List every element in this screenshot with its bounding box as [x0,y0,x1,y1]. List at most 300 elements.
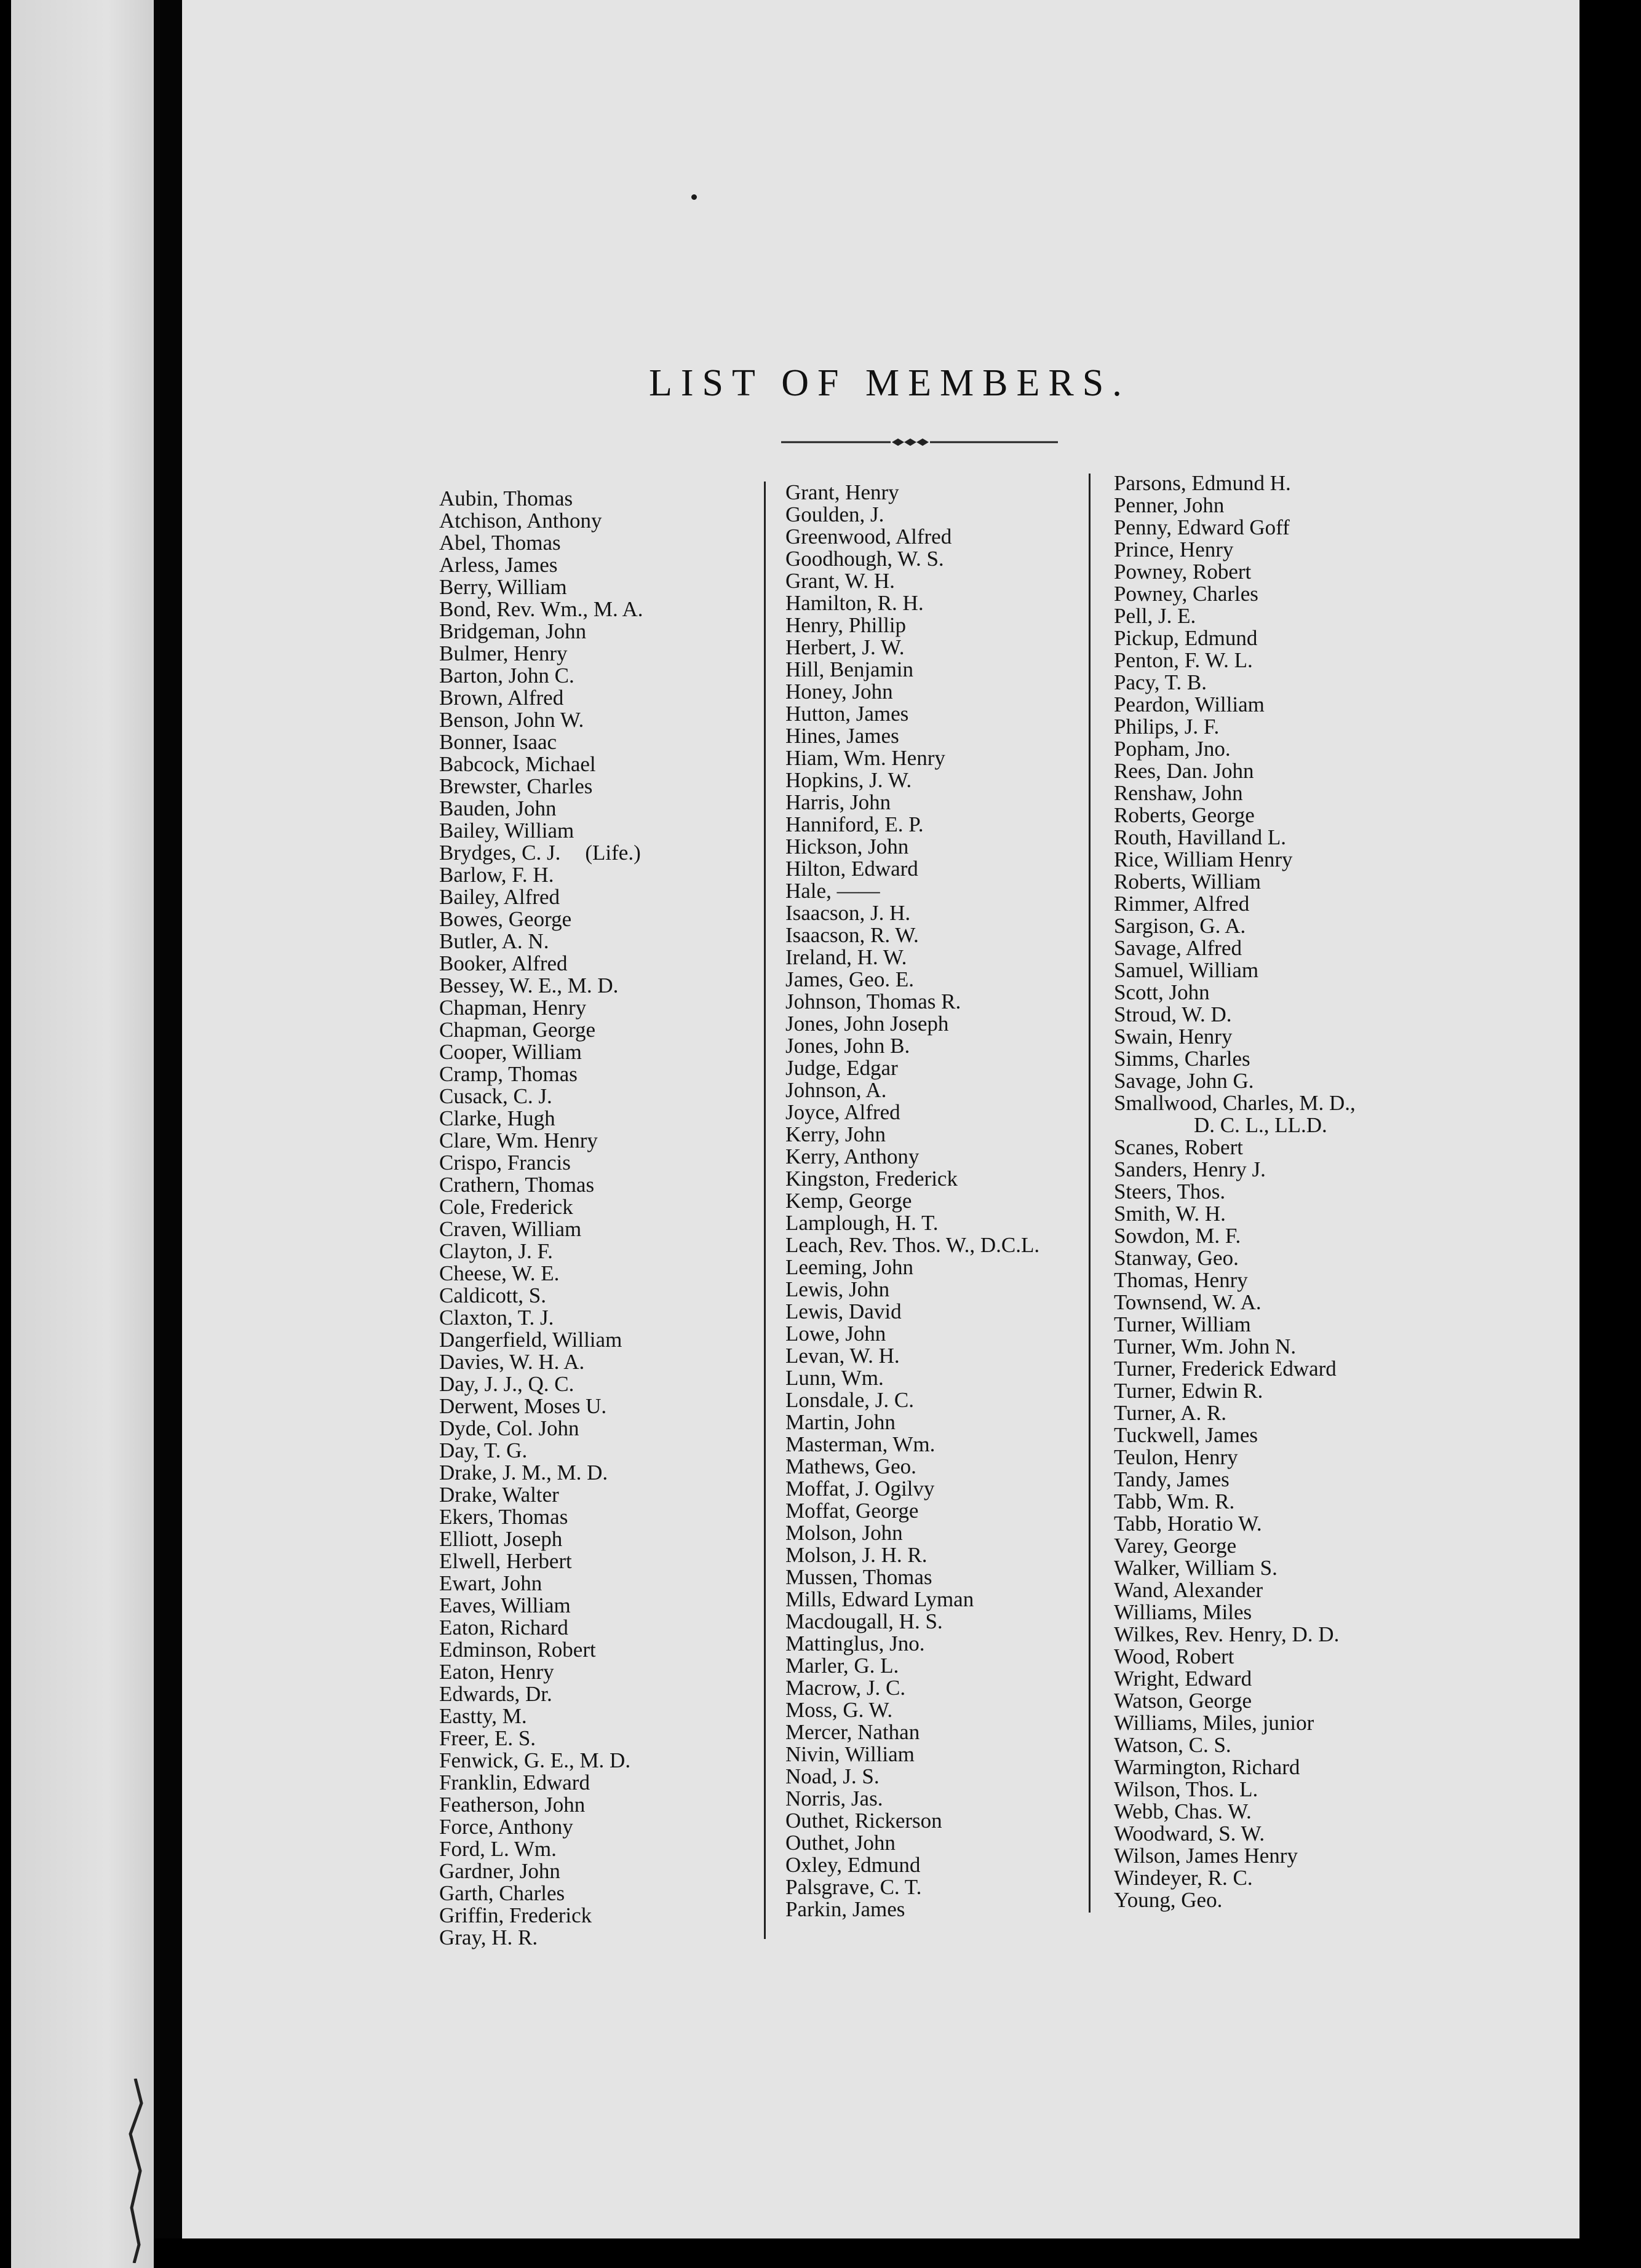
member-entry [439,1484,643,1506]
member-name: Macrow, J. C. [785,1676,906,1700]
member-entry [1114,1845,1356,1867]
member-entry [439,1351,643,1373]
member-entry [785,1190,1039,1212]
member-name: Smallwood, Charles, M. D., [1114,1091,1356,1115]
member-entry [785,1168,1039,1190]
member-entry [439,1462,643,1484]
member-name: Cole, Frederick [439,1195,573,1219]
member-entry [785,1655,1039,1677]
member-name: D. C. L., LL.D. [1194,1113,1327,1137]
member-name: Woodward, S. W. [1114,1822,1265,1846]
member-name: Williams, Miles, junior [1114,1711,1314,1735]
member-entry [1114,649,1356,672]
member-name: Brydges, C. J. [439,841,561,865]
member-name: Ford, L. Wm. [439,1837,557,1861]
member-name: Leach, Rev. Thos. W., D.C.L. [785,1233,1040,1257]
member-entry [1114,1048,1356,1070]
member-entry [785,1345,1039,1367]
member-entry [1114,1778,1356,1801]
member-entry [439,1285,643,1307]
member-entry [439,975,643,997]
member-entry [785,592,1039,614]
member-entry [1114,561,1356,583]
member-entry [1114,1225,1356,1247]
member-name: Bailey, William [439,819,574,843]
member-entry [439,709,643,731]
member-name: Goulden, J. [785,502,884,526]
ink-speck [691,194,697,200]
member-entry [785,1788,1039,1810]
member-name: Rimmer, Alfred [1114,892,1250,916]
member-name: Mercer, Nathan [785,1720,920,1744]
member-name: Brewster, Charles [439,774,593,798]
member-entry [439,886,643,908]
member-entry [439,554,643,576]
member-entry [785,1876,1039,1898]
member-entry [1114,1756,1356,1778]
member-entry [785,1854,1039,1876]
member-entry [439,1218,643,1240]
member-name: Hiam, Wm. Henry [785,746,945,770]
member-entry [439,1041,643,1063]
member-entry [439,1108,643,1130]
member-entry [785,1810,1039,1832]
member-entry [1114,1535,1356,1557]
member-name: Masterman, Wm. [785,1432,936,1456]
member-entry [1114,672,1356,694]
member-entry [439,1794,643,1816]
member-entry [439,842,643,864]
member-name: James, Geo. E. [785,967,914,991]
column-divider-2 [1089,474,1091,1913]
member-entry [785,969,1039,991]
member-name: Martin, John [785,1410,896,1434]
member-entry [439,1063,643,1085]
member-name: Tabb, Wm. R. [1114,1489,1235,1513]
member-name: Tandy, James [1114,1467,1230,1491]
member-entry [1114,694,1356,716]
member-name: Clarke, Hugh [439,1106,555,1130]
member-entry [785,1367,1039,1389]
member-entry [1114,760,1356,782]
member-entry [785,1146,1039,1168]
member-entry [1114,539,1356,561]
member-name: Drake, J. M., M. D. [439,1461,608,1485]
member-name: Johnson, A. [785,1078,887,1102]
member-name: Prince, Henry [1114,537,1234,561]
member-name: Cramp, Thomas [439,1062,578,1086]
member-entry [1114,959,1356,981]
member-name: Parkin, James [785,1897,905,1921]
member-name: Marler, G. L. [785,1654,899,1678]
member-entry [439,665,643,687]
member-name: Clayton, J. F. [439,1239,553,1263]
member-entry [785,1323,1039,1345]
member-entry [439,753,643,775]
member-entry [1114,605,1356,627]
member-entry [785,1766,1039,1788]
member-entry [439,510,643,532]
member-entry [1114,827,1356,849]
member-name: Gardner, John [439,1859,560,1883]
members-column-3 [1114,472,1356,1911]
member-name: Edminson, Robert [439,1638,596,1662]
member-entry [439,1772,643,1794]
member-name: Pickup, Edmund [1114,626,1258,650]
facing-page-edge [0,0,154,2268]
member-entry [1114,494,1356,517]
member-entry [785,703,1039,725]
member-name: Eaton, Richard [439,1616,568,1640]
member-entry [439,1440,643,1462]
member-name: Tabb, Horatio W. [1114,1512,1262,1536]
member-entry [1114,915,1356,937]
member-entry [785,636,1039,659]
member-name: Savage, Alfred [1114,936,1242,960]
member-entry [785,1234,1039,1256]
member-entry [1114,1203,1356,1225]
member-name: Warmington, Richard [1114,1755,1300,1779]
member-name: Dangerfield, William [439,1328,622,1352]
member-entry [1114,849,1356,871]
member-entry [1114,1269,1356,1291]
member-entry [1114,804,1356,827]
member-name: Oxley, Edmund [785,1853,921,1877]
member-entry [439,1572,643,1595]
member-name: Wilkes, Rev. Henry, D. D. [1114,1622,1340,1646]
member-name: Molson, John [785,1521,903,1545]
member-entry [439,1196,643,1218]
member-entry [785,1699,1039,1721]
member-entry [439,1307,643,1329]
member-name: Isaacson, R. W. [785,923,919,947]
member-name: Bessey, W. E., M. D. [439,973,619,997]
member-name: Moffat, J. Ogilvy [785,1477,935,1501]
member-entry [785,504,1039,526]
member-name: Freer, E. S. [439,1726,536,1750]
member-name: Herbert, J. W. [785,635,905,659]
member-name: Watson, George [1114,1689,1252,1713]
member-entry [439,1152,643,1174]
column-divider-1 [764,482,766,1939]
member-name: Hamilton, R. H. [785,591,924,615]
member-entry [1114,1070,1356,1092]
member-entry [1114,472,1356,494]
member-entry [1114,1867,1356,1889]
member-entry [1114,1092,1356,1114]
member-entry [439,1905,643,1927]
member-name: Drake, Walter [439,1483,559,1507]
member-entry [439,1019,643,1041]
member-entry [439,820,643,842]
member-name: Benson, John W. [439,708,584,732]
member-name: Simms, Charles [1114,1047,1250,1071]
member-entry [1114,1291,1356,1314]
members-column-1 [439,488,643,1949]
member-name: Brown, Alfred [439,686,564,710]
member-entry [785,1389,1039,1411]
member-name: Turner, William [1114,1312,1251,1336]
member-name: Chapman, Henry [439,996,587,1020]
member-entry [1114,1004,1356,1026]
member-entry [439,1329,643,1351]
member-entry [1114,1358,1356,1380]
member-entry [1114,1136,1356,1159]
member-name: Judge, Edgar [785,1056,898,1080]
member-entry [1114,1247,1356,1269]
member-name: Edwards, Dr. [439,1682,552,1706]
member-entry [1114,1114,1356,1136]
member-entry [1114,937,1356,959]
member-name: Hill, Benjamin [785,657,914,681]
member-name: Babcock, Michael [439,752,596,776]
member-entry [1114,1314,1356,1336]
member-entry [1114,1446,1356,1469]
member-entry [785,858,1039,880]
member-name: Outhet, Rickerson [785,1809,942,1833]
member-entry [439,798,643,820]
member-entry [785,991,1039,1013]
member-name: Franklin, Edward [439,1770,590,1794]
member-name: Chapman, George [439,1018,596,1042]
member-name: Powney, Charles [1114,582,1258,606]
member-entry [785,880,1039,902]
member-name: Moffat, George [785,1499,919,1523]
member-name: Wright, Edward [1114,1667,1252,1691]
member-name: Davies, W. H. A. [439,1350,585,1374]
member-name: Craven, William [439,1217,582,1241]
member-name: Crathern, Thomas [439,1173,595,1197]
member-name: Hale, —— [785,879,880,903]
member-entry [785,1500,1039,1522]
member-entry [785,1832,1039,1854]
member-entry [785,769,1039,791]
member-name: Mathews, Geo. [785,1454,916,1478]
member-name: Penner, John [1114,493,1225,517]
member-entry [785,1633,1039,1655]
member-name: Aubin, Thomas [439,486,573,510]
member-name: Turner, Frederick Edward [1114,1357,1337,1381]
member-name: Bowes, George [439,907,572,931]
member-name: Barlow, F. H. [439,863,554,887]
member-entry [785,1721,1039,1743]
member-entry [439,864,643,886]
member-name: Rees, Dan. John [1114,759,1254,783]
member-name: Atchison, Anthony [439,509,602,533]
member-entry [785,570,1039,592]
member-entry [785,1478,1039,1500]
member-name: Isaacson, J. H. [785,901,911,925]
member-name: Varey, George [1114,1534,1237,1558]
member-entry [785,924,1039,946]
member-name: Moss, G. W. [785,1698,893,1722]
life-member-note: (Life.) [585,841,641,865]
member-entry [439,1882,643,1905]
member-name: Elliott, Joseph [439,1527,563,1551]
member-entry [785,1898,1039,1921]
member-entry [1114,627,1356,649]
member-name: Pacy, T. B. [1114,670,1207,694]
member-entry [439,621,643,643]
member-name: Bauden, John [439,796,557,820]
scan-border-left [0,0,11,2268]
member-name: Palsgrave, C. T. [785,1875,922,1899]
member-entry [439,576,643,598]
member-entry [439,1705,643,1727]
book-gutter [154,0,182,2268]
member-entry [785,1611,1039,1633]
member-name: Bonner, Isaac [439,730,557,754]
member-entry [785,946,1039,969]
member-name: Lewis, David [785,1299,902,1323]
member-entry [785,1035,1039,1057]
member-entry [439,775,643,798]
member-entry [439,643,643,665]
member-entry [439,1683,643,1705]
members-column-2 [785,482,1039,1921]
member-name: Clare, Wm. Henry [439,1128,598,1152]
member-name: Thomas, Henry [1114,1268,1248,1292]
member-name: Steers, Thos. [1114,1180,1226,1203]
member-entry [1114,1336,1356,1358]
member-entry [785,1544,1039,1566]
member-name: Williams, Miles [1114,1600,1252,1624]
member-entry [785,1522,1039,1544]
member-entry [1114,1668,1356,1690]
member-name: Abel, Thomas [439,531,561,555]
member-entry [439,1595,643,1617]
member-entry [439,1617,643,1639]
member-name: Smith, W. H. [1114,1202,1226,1226]
member-entry [439,930,643,953]
member-entry [785,1677,1039,1699]
member-entry [785,614,1039,636]
member-name: Kerry, John [785,1122,886,1146]
member-entry [1114,1823,1356,1845]
member-entry [1114,1491,1356,1513]
member-entry [439,1174,643,1196]
member-name: Penton, F. W. L. [1114,648,1253,672]
member-entry [1114,1889,1356,1911]
member-name: Watson, C. S. [1114,1733,1231,1757]
member-name: Rice, William Henry [1114,847,1293,871]
member-name: Teulon, Henry [1114,1445,1238,1469]
member-entry [785,1124,1039,1146]
member-name: Kerry, Anthony [785,1144,920,1168]
member-name: Arless, James [439,553,558,577]
page-title: LIST OF MEMBERS. [649,362,1130,404]
member-entry [785,1301,1039,1323]
member-entry [785,836,1039,858]
member-entry [1114,1557,1356,1579]
member-name: Wilson, Thos. L. [1114,1777,1258,1801]
member-name: Cooper, William [439,1040,582,1064]
member-name: Ekers, Thomas [439,1505,568,1529]
member-entry [785,659,1039,681]
member-entry [439,1085,643,1108]
member-entry [785,482,1039,504]
member-entry [439,1816,643,1838]
member-entry [439,1860,643,1882]
member-name: Day, T. G. [439,1438,528,1462]
member-name: Sanders, Henry J. [1114,1157,1266,1181]
member-name: Macdougall, H. S. [785,1609,943,1633]
member-entry [1114,1690,1356,1712]
member-name: Outhet, John [785,1831,896,1855]
member-name: Kemp, George [785,1189,912,1213]
member-name: Eaton, Henry [439,1660,554,1684]
member-name: Scanes, Robert [1114,1135,1243,1159]
member-name: Bailey, Alfred [439,885,560,909]
member-entry [785,725,1039,747]
member-name: Grant, W. H. [785,569,895,593]
member-name: Harris, John [785,790,891,814]
member-entry [1114,1601,1356,1624]
member-entry [1114,716,1356,738]
member-entry [1114,1380,1356,1402]
member-entry [1114,981,1356,1004]
member-entry [439,1130,643,1152]
member-name: Crispo, Francis [439,1151,571,1175]
member-entry [1114,1181,1356,1203]
member-name: Walker, William S. [1114,1556,1277,1580]
member-name: Joyce, Alfred [785,1100,900,1124]
member-name: Hines, James [785,724,899,748]
member-name: Booker, Alfred [439,951,568,975]
member-entry [785,747,1039,769]
member-entry [1114,517,1356,539]
member-name: Stanway, Geo. [1114,1246,1239,1270]
member-name: Swain, Henry [1114,1025,1233,1049]
member-entry [785,902,1039,924]
member-name: Cusack, C. J. [439,1084,552,1108]
member-name: Eaves, William [439,1593,571,1617]
member-name: Parsons, Edmund H. [1114,471,1291,495]
member-name: Tuckwell, James [1114,1423,1258,1447]
member-entry [1114,1579,1356,1601]
member-name: Force, Anthony [439,1815,573,1839]
member-entry [785,1743,1039,1766]
member-entry [439,1240,643,1263]
member-entry [785,1456,1039,1478]
member-entry [439,1506,643,1528]
member-entry [439,1750,643,1772]
member-entry [439,598,643,621]
member-entry [785,1057,1039,1079]
member-name: Leeming, John [785,1255,914,1279]
member-name: Lowe, John [785,1322,886,1346]
member-name: Eastty, M. [439,1704,527,1728]
member-name: Hilton, Edward [785,857,918,881]
member-name: Cheese, W. E. [439,1261,560,1285]
member-name: Lunn, Wm. [785,1366,884,1390]
member-entry [439,1373,643,1395]
page-tear-mark [123,2079,160,2263]
member-name: Turner, Wm. John N. [1114,1334,1297,1358]
member-entry [785,1212,1039,1234]
member-name: Samuel, William [1114,958,1259,982]
member-name: Hutton, James [785,702,909,726]
member-entry [1114,1646,1356,1668]
member-name: Wilson, James Henry [1114,1844,1298,1868]
member-name: Grant, Henry [785,480,899,504]
member-entry [1114,1801,1356,1823]
member-name: Savage, John G. [1114,1069,1254,1093]
member-name: Molson, J. H. R. [785,1543,928,1567]
member-entry [1114,1159,1356,1181]
member-name: Bulmer, Henry [439,641,568,665]
member-name: Turner, Edwin R. [1114,1379,1263,1403]
